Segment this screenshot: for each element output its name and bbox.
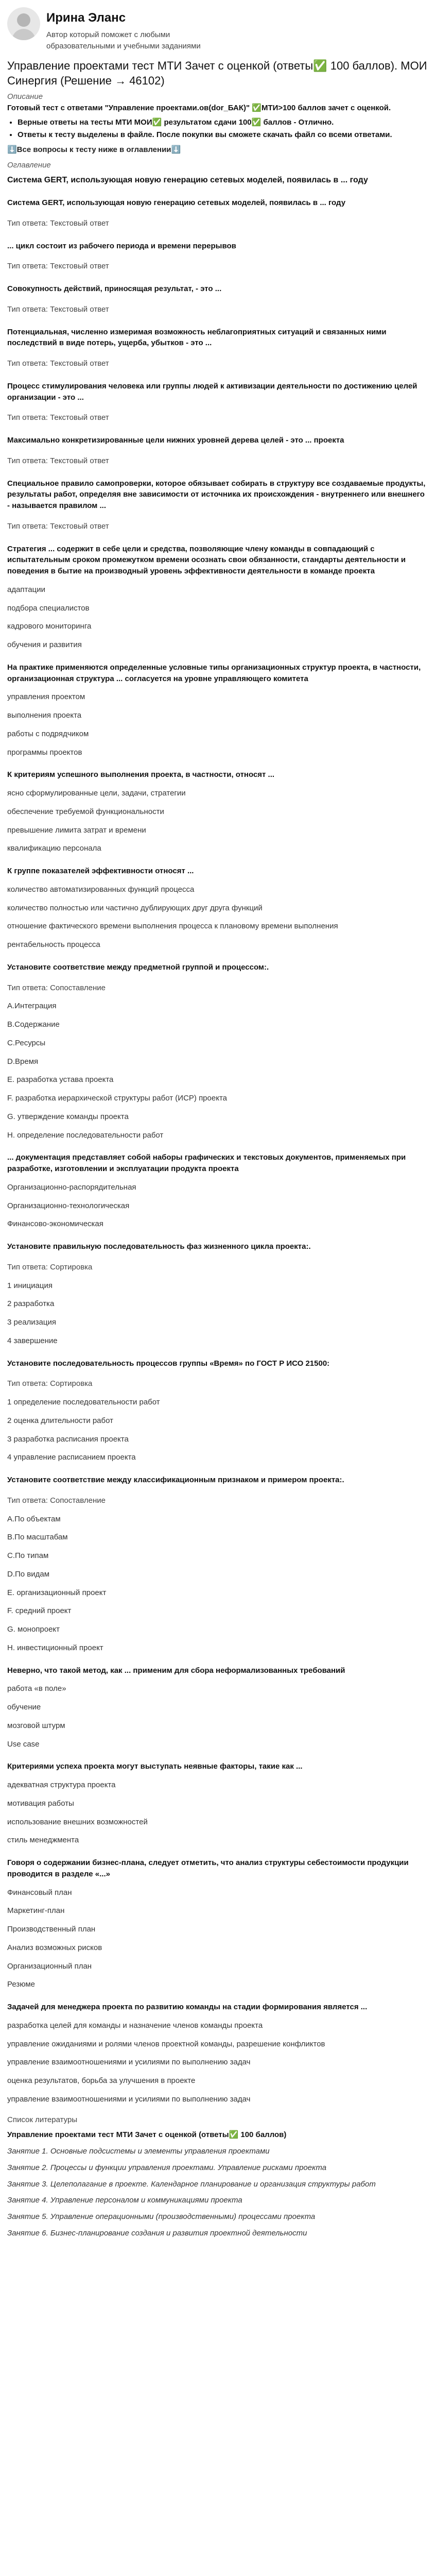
toc-title[interactable]: Система GERT, использующая новую генерацию сетевых моделей, появилась в ... году bbox=[7, 175, 368, 184]
question-block bbox=[7, 1358, 429, 1464]
answer-option: 3 разработка расписания проекта bbox=[7, 1434, 129, 1444]
question-block bbox=[7, 769, 429, 854]
answer-option: A.По объектам bbox=[7, 1514, 61, 1523]
answer-option: Производственный план bbox=[7, 1925, 96, 1934]
answer-option: Резюме bbox=[7, 1980, 35, 1989]
answer-option: Use case bbox=[7, 1739, 40, 1749]
answer-type: Тип ответа: Текстовый ответ bbox=[7, 218, 109, 228]
answer-type: Тип ответа: Сортировка bbox=[7, 1379, 93, 1388]
question-block bbox=[7, 327, 429, 369]
answer-option: кадрового мониторинга bbox=[7, 622, 92, 631]
answer-option: B.Содержание bbox=[7, 1020, 60, 1029]
answer-option: E. разработка устава проекта bbox=[7, 1075, 114, 1084]
answer-option: 2 оценка длительности работ bbox=[7, 1416, 114, 1425]
answer-option: 4 завершение bbox=[7, 1336, 58, 1345]
description-text: Готовый тест с ответами "Управление проектами.ов(dor_БАК)" ✅МТИ>100 баллов зачет с оценкой. bbox=[7, 104, 391, 113]
question-text: Установите правильную последовательность фаз жизненного цикла проекта:. bbox=[7, 1242, 311, 1251]
answer-option: разработка целей для команды и назначение членов команды проекта bbox=[7, 2021, 263, 2030]
answer-option: 3 реализация bbox=[7, 1318, 56, 1327]
question-text: На практике применяются определенные условные типы организационных структур проекта, в частности, организационная структура ... согласуется на уровне управляющего комитета bbox=[7, 663, 421, 683]
answer-option: мотивация работы bbox=[7, 1799, 74, 1808]
question-block bbox=[7, 197, 429, 229]
avatar-body-shape bbox=[12, 29, 36, 40]
answer-option: B.По масштабам bbox=[7, 1533, 68, 1542]
answer-option: превышение лимита затрат и времени bbox=[7, 825, 146, 835]
topic-item: Занятие 5. Управление операционными (производственными) процессами проекта bbox=[7, 2212, 316, 2222]
answer-option: Финансово-экономическая bbox=[7, 1219, 103, 1229]
answer-option: G. монопроект bbox=[7, 1625, 60, 1634]
answer-option: выполнения проекта bbox=[7, 711, 82, 720]
answer-option: G. утверждение команды проекта bbox=[7, 1112, 129, 1121]
footer-title: Управление проектами тест МТИ Зачет с оценкой (ответы✅ 100 баллов) bbox=[7, 2130, 287, 2140]
answer-option: адекватная структура проекта bbox=[7, 1781, 116, 1790]
page-title: Управление проектами тест МТИ Зачет с оценкой (ответы✅ 100 баллов). МОИ Синергия (Решение → 46102) bbox=[7, 59, 427, 87]
answer-option: работа «в поле» bbox=[7, 1684, 66, 1693]
answer-option: 1 определение последовательности работ bbox=[7, 1398, 160, 1407]
topic-item: Занятие 1. Основные подсистемы и элементы управления проектами bbox=[7, 2147, 270, 2156]
answer-option: ясно сформулированные цели, задачи, стратегии bbox=[7, 789, 186, 798]
answer-option: мозговой штурм bbox=[7, 1721, 65, 1730]
answer-option: Финансовый план bbox=[7, 1888, 72, 1897]
author-header bbox=[7, 7, 429, 52]
answer-option: стиль менеджмента bbox=[7, 1836, 79, 1845]
question-text: ... документация представляет собой наборы графических и текстовых документов, применяемых при разработке, изготовлении и эксплуатации продукта проекта bbox=[7, 1153, 406, 1174]
question-block bbox=[7, 2002, 429, 2105]
answer-option: 1 инициация bbox=[7, 1281, 53, 1290]
bullet-item: • Верные ответы на тесты МТИ МОИ✅ результатом сдачи 100✅ баллов - Отлично. bbox=[18, 117, 429, 128]
question-block bbox=[7, 435, 429, 467]
question-block bbox=[7, 283, 429, 315]
question-text: Установите последовательность процессов группы «Время» по ГОСТ Р ИСО 21500: bbox=[7, 1359, 330, 1368]
question-block bbox=[7, 866, 429, 951]
author-description: Автор который поможет с любыми образовательными и учебными заданиями bbox=[46, 30, 201, 50]
answer-option: D.По видам bbox=[7, 1569, 50, 1579]
question-block bbox=[7, 1475, 429, 1654]
topic-item: Занятие 3. Целеполагание в проекте. Календарное планирование и организация структуры работ bbox=[7, 2179, 376, 2189]
answer-option: C.По типам bbox=[7, 1551, 49, 1561]
answer-option: оценка результатов, борьба за улучшения в проекте bbox=[7, 2076, 196, 2086]
answer-option: H. инвестиционный проект bbox=[7, 1643, 103, 1652]
answer-option: 4 управление расписанием проекта bbox=[7, 1453, 136, 1462]
answer-option: A.Интеграция bbox=[7, 1002, 57, 1011]
question-text: ... цикл состоит из рабочего периода и времени перерывов bbox=[7, 241, 236, 250]
answer-type: Тип ответа: Сортировка bbox=[7, 1262, 93, 1272]
answer-option: количество автоматизированных функций процесса bbox=[7, 885, 195, 894]
question-block bbox=[7, 381, 429, 423]
answer-option: управление взаимоотношениями и усилиями по выполнению задач bbox=[7, 2058, 251, 2067]
question-text: Говоря о содержании бизнес-плана, следует отметить, что анализ структуры себестоимости продукции проводится в разделе «...» bbox=[7, 1858, 409, 1878]
answer-option: H. определение последовательности работ bbox=[7, 1130, 164, 1140]
author-name[interactable]: Ирина Эланс bbox=[46, 11, 126, 25]
answer-option: использование внешних возможностей bbox=[7, 1817, 148, 1826]
answer-option: количество полностью или частично дублирующих друг друга функций bbox=[7, 903, 263, 912]
question-block bbox=[7, 478, 429, 532]
topic-item: Занятие 4. Управление персоналом и коммуникациями проекта bbox=[7, 2196, 242, 2205]
answer-option: управление ожиданиями и ролями членов проектной команды, разрешение конфликтов bbox=[7, 2039, 325, 2048]
question-block bbox=[7, 544, 429, 651]
topic-item: Занятие 2. Процессы и функции управления проектами. Управление рисками проекта bbox=[7, 2163, 327, 2172]
question-text: Совокупность действий, приносящая результат, - это ... bbox=[7, 284, 222, 294]
answer-option: F. средний проект bbox=[7, 1606, 72, 1616]
answer-type: Тип ответа: Текстовый ответ bbox=[7, 413, 109, 422]
answer-option: E. организационный проект bbox=[7, 1588, 107, 1597]
question-text: Задачей для менеджера проекта по развитию команды на стадии формирования является ... bbox=[7, 2003, 368, 2012]
answer-option: отношение фактического времени выполнения процесса к плановому времени выполнения bbox=[7, 922, 338, 931]
question-text: Установите соответствие между предметной группой и процессом:. bbox=[7, 962, 269, 972]
question-block bbox=[7, 1241, 429, 1347]
question-block bbox=[7, 1857, 429, 1990]
answer-type: Тип ответа: Сопоставление bbox=[7, 983, 106, 992]
answer-option: рентабельность процесса bbox=[7, 940, 100, 950]
question-block bbox=[7, 1761, 429, 1846]
answer-option: Организационный план bbox=[7, 1961, 92, 1971]
answer-type: Тип ответа: Сопоставление bbox=[7, 1496, 106, 1505]
questions-list bbox=[7, 197, 429, 2105]
question-text: Стратегия ... содержит в себе цели и средства, позволяющие члену команды в совпадающий с испытательным сроком промежутком времени осознать свои обязанности, стандарты деятельности и поведения в бытие на производный уровень эффективности деятельности в команде проекта bbox=[7, 544, 406, 576]
question-block bbox=[7, 1152, 429, 1230]
question-text: Специальное правило самопроверки, которое обязывает собирать в структуру все создаваемые продукты, результаты работ, определяя вне зависимости от источника их происхождения - внутреннего или внешнего - называется правилом ... bbox=[7, 479, 426, 511]
question-text: К критериям успешного выполнения проекта, в частности, относят ... bbox=[7, 770, 275, 779]
answer-option: обучение bbox=[7, 1703, 41, 1712]
topic-item: Занятие 6. Бизнес-планирование создания и развития проектной деятельности bbox=[7, 2228, 307, 2238]
question-text: Система GERT, использующая новую генерацию сетевых моделей, появилась в ... году bbox=[7, 198, 346, 208]
question-text: Установите соответствие между классификационным признаком и примером проекта:. bbox=[7, 1476, 344, 1485]
question-block bbox=[7, 662, 429, 758]
answer-option: Организационно-технологическая bbox=[7, 1201, 130, 1210]
answer-type: Тип ответа: Текстовый ответ bbox=[7, 456, 109, 465]
answer-option: 2 разработка bbox=[7, 1299, 55, 1309]
answer-type: Тип ответа: Текстовый ответ bbox=[7, 359, 109, 368]
answer-option: управление взаимоотношениями и усилиями по выполнению задач bbox=[7, 2094, 251, 2104]
answer-option: программы проектов bbox=[7, 748, 82, 757]
answer-option: управления проектом bbox=[7, 692, 85, 702]
answer-type: Тип ответа: Текстовый ответ bbox=[7, 521, 109, 531]
question-block bbox=[7, 962, 429, 1141]
question-text: К группе показателей эффективности относят ... bbox=[7, 867, 194, 876]
avatar-head-shape bbox=[17, 13, 30, 27]
question-block bbox=[7, 1665, 429, 1750]
answer-option: подбора специалистов bbox=[7, 603, 90, 613]
question-text: Процесс стимулирования человека или группы людей к активизации деятельности по достижению целей организации - это ... bbox=[7, 381, 417, 402]
answer-option: Организационно-распорядительная bbox=[7, 1182, 136, 1192]
answer-option: работы с подрядчиком bbox=[7, 729, 89, 738]
question-text: Критериями успеха проекта могут выступать неявные факторы, такие как ... bbox=[7, 1762, 303, 1771]
answer-option: C.Ресурсы bbox=[7, 1038, 46, 1047]
toc-label: Оглавление bbox=[7, 161, 51, 170]
answer-option: D.Время bbox=[7, 1057, 39, 1066]
answer-option: обучения и развития bbox=[7, 640, 82, 650]
question-text: Неверно, что такой метод, как ... применим для сбора неформализованных требований bbox=[7, 1666, 345, 1675]
avatar[interactable] bbox=[7, 7, 40, 40]
answer-option: Маркетинг-план bbox=[7, 1906, 65, 1916]
answer-option: адаптации bbox=[7, 585, 45, 594]
answer-option: обеспечение требуемой функциональности bbox=[7, 807, 164, 816]
answer-option: Анализ возможных рисков bbox=[7, 1943, 102, 1952]
description-bullets bbox=[18, 117, 429, 141]
author-info bbox=[46, 7, 201, 52]
answer-option: квалификацию персонала bbox=[7, 844, 101, 853]
bullet-item: • Ответы к тесту выделены в файле. После покупки вы сможете скачать файл со всеми ответами. bbox=[18, 129, 429, 141]
answer-type: Тип ответа: Текстовый ответ bbox=[7, 304, 109, 314]
answer-option: F. разработка иерархической структуры работ (ИСР) проекта bbox=[7, 1094, 227, 1103]
answer-type: Тип ответа: Текстовый ответ bbox=[7, 262, 109, 271]
topics-list bbox=[7, 2146, 429, 2239]
question-text: Потенциальная, численно измеримая возможность неблагоприятных ситуаций и связанных ними последствий в виде потерь, ущерба, убытков - это ... bbox=[7, 327, 387, 348]
question-text: Максимально конкретизированные цели нижних уровней дерева целей - это ... проекта bbox=[7, 436, 344, 445]
all-questions-note: ⬇️Все вопросы к тесту ниже в оглавлении⬇️ bbox=[7, 145, 181, 155]
description-label: Описание bbox=[7, 92, 43, 101]
question-block bbox=[7, 241, 429, 273]
sources-label: Список литературы bbox=[7, 2115, 78, 2124]
